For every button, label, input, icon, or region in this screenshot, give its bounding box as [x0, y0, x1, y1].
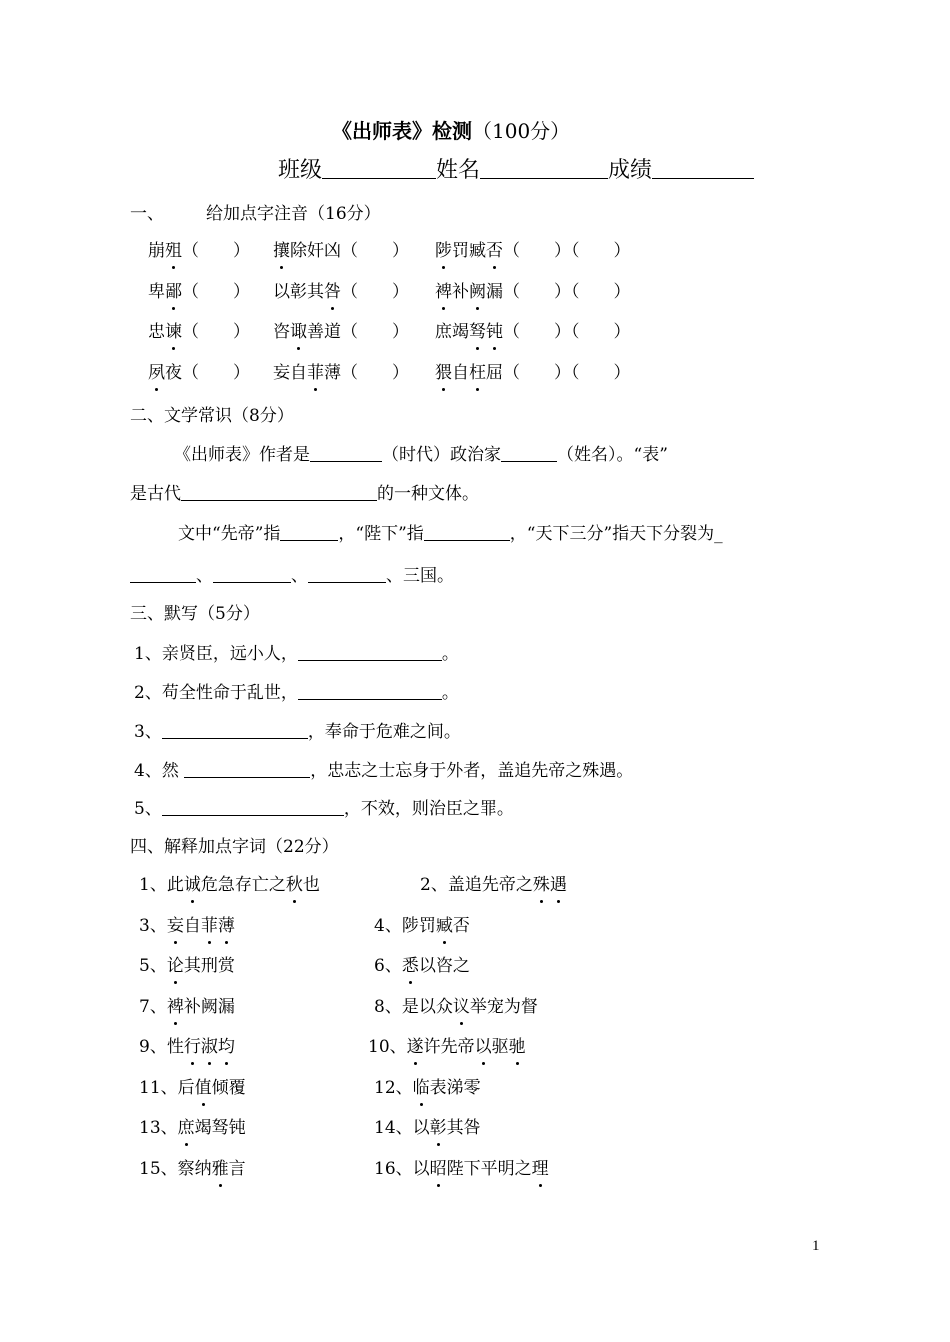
- pinyin-item: [273, 321, 409, 343]
- word-char: 驽: [211, 1118, 229, 1138]
- word-char: 彰: [290, 282, 307, 302]
- explain-item: [139, 874, 320, 896]
- word-char: 性: [166, 1037, 184, 1057]
- pinyin-item: [435, 240, 631, 262]
- emphasis-dot-char: 菲: [200, 916, 218, 936]
- state-blank-3[interactable]: [308, 564, 386, 583]
- lit-line-2-part-1: 是古代: [130, 484, 181, 504]
- pinyin-item: [435, 281, 631, 303]
- word-char: 帝: [457, 1037, 475, 1057]
- answer-parens[interactable]: （ ）: [341, 363, 409, 383]
- explain-word: [167, 916, 235, 936]
- word-char: 为: [503, 997, 521, 1017]
- explain-word: [402, 916, 470, 936]
- pinyin-word: [435, 241, 503, 261]
- pinyin-word: [435, 322, 503, 342]
- word-char: 竭: [194, 1118, 212, 1138]
- explain-item: [420, 874, 567, 896]
- bixia-blank[interactable]: [424, 522, 510, 541]
- emphasis-dot-char: 秋: [285, 875, 303, 895]
- emphasis-dot-char: 阙: [469, 282, 486, 302]
- emphasis-dot-char: 遂: [406, 1037, 424, 1057]
- answer-parens[interactable]: （ ）: [182, 241, 250, 261]
- score-label: 成绩: [608, 158, 653, 183]
- section-1-title: 给加点字注音（16分）: [206, 204, 381, 224]
- explain-item: [374, 1158, 549, 1180]
- page-title: [332, 120, 570, 142]
- dictation-4-prefix: 4、然: [134, 761, 185, 781]
- word-char: 许: [423, 1037, 441, 1057]
- word-char: 以: [273, 282, 290, 302]
- explain-item: [139, 955, 235, 977]
- dictation-item-3: [134, 720, 461, 743]
- word-char: 道: [324, 322, 341, 342]
- word-char: 亡: [251, 875, 269, 895]
- dictation-1-suffix: 。: [441, 644, 459, 664]
- section-3-heading: 三、默写（5分）: [130, 604, 260, 624]
- explain-word: [413, 1118, 481, 1138]
- emphasis-dot-char: 昭: [429, 1159, 447, 1179]
- emphasis-dot-char: 均: [217, 1037, 235, 1057]
- lit-line-1-part-3: （姓名）。“表”: [557, 445, 668, 465]
- name-blank[interactable]: [480, 160, 608, 179]
- item-number: 14、: [374, 1118, 413, 1138]
- dictation-5-suffix: ，不效，则治臣之罪。: [343, 799, 514, 819]
- word-char: 以: [412, 1159, 430, 1179]
- explain-word: [178, 1159, 246, 1179]
- word-char: 薄: [324, 363, 341, 383]
- word-char: 下: [463, 1159, 481, 1179]
- word-char: 后: [177, 1078, 195, 1098]
- word-char: 钝: [228, 1118, 246, 1138]
- explain-item: [374, 1117, 481, 1139]
- pinyin-item: [273, 281, 409, 303]
- state-blank-1[interactable]: [130, 564, 196, 583]
- emphasis-dot-char: 枉: [469, 363, 486, 383]
- word-char: 除: [290, 241, 307, 261]
- explain-word: [167, 1037, 235, 1057]
- emphasis-dot-char: 淑: [200, 1037, 218, 1057]
- emphasis-dot-char: 诹: [290, 322, 307, 342]
- lit-sep-2: 、: [291, 566, 308, 586]
- class-label: 班级: [278, 158, 323, 183]
- word-char: 咨: [435, 956, 453, 976]
- lit-line-3-part-2: ，“陛下”指: [338, 524, 424, 544]
- answer-parens[interactable]: （ ）: [182, 282, 250, 302]
- dictation-4-blank[interactable]: [184, 759, 310, 778]
- emphasis-dot-char: 妄: [166, 916, 184, 936]
- answer-parens[interactable]: （ ）（ ）: [503, 241, 631, 261]
- pinyin-item: [273, 240, 409, 262]
- word-char: 陟: [401, 916, 419, 936]
- explain-word: [167, 997, 235, 1017]
- word-char: 之: [268, 875, 286, 895]
- dictation-2-suffix: 。: [441, 683, 459, 703]
- emphasis-dot-char: 菲: [307, 363, 324, 383]
- dictation-3-suffix: ，奉命于危难之间。: [307, 722, 461, 742]
- lit-line-1-part-2: （时代）政治家: [382, 445, 501, 465]
- dictation-5-prefix: 5、: [134, 799, 162, 819]
- emphasis-dot-char: 论: [166, 956, 184, 976]
- word-char: 刑: [200, 956, 218, 976]
- item-number: 9、: [139, 1037, 167, 1057]
- class-blank[interactable]: [322, 160, 436, 179]
- emphasis-dot-char: 裨: [166, 997, 184, 1017]
- item-number: 1、: [139, 875, 167, 895]
- word-char: 妄: [273, 363, 290, 383]
- emphasis-dot-char: 雅: [211, 1159, 229, 1179]
- name-label: 姓名: [436, 158, 481, 183]
- word-char: 庶: [435, 322, 452, 342]
- item-number: 3、: [139, 916, 167, 936]
- emphasis-dot-char: 遇: [549, 875, 567, 895]
- emphasis-dot-char: 临: [412, 1078, 430, 1098]
- lit-end: 、三国。: [386, 566, 454, 586]
- dictation-2-prefix: 2、苟全性命于乱世，: [134, 683, 298, 703]
- word-char: 平: [480, 1159, 498, 1179]
- word-char: 存: [234, 875, 252, 895]
- word-char: 众: [435, 997, 453, 1017]
- dictation-3-prefix: 3、: [134, 722, 162, 742]
- dictation-1-prefix: 1、亲贤臣，远小人，: [134, 644, 298, 664]
- explain-item: [139, 1036, 235, 1058]
- word-char: 咨: [273, 322, 290, 342]
- emphasis-dot-char: 臧: [435, 916, 453, 936]
- word-char: 善: [307, 322, 324, 342]
- dictation-4-suffix: ，忠志之士忘身于外者，盖追先帝之殊遇。: [310, 761, 634, 781]
- word-char: 先: [481, 875, 499, 895]
- emphasis-dot-char: 理: [531, 1159, 549, 1179]
- dictation-3-blank[interactable]: [162, 720, 308, 739]
- emphasis-dot-char: 行: [183, 1037, 201, 1057]
- item-number: 2、: [420, 875, 448, 895]
- item-number: 10、: [368, 1037, 407, 1057]
- word-char: 卑: [148, 282, 165, 302]
- score-blank[interactable]: [652, 160, 754, 179]
- word-char: 自: [452, 363, 469, 383]
- title-text: 《出师表》检测: [332, 119, 472, 143]
- emphasis-dot-char: 庶: [177, 1118, 195, 1138]
- emphasis-dot-char: 殂: [165, 241, 182, 261]
- dictation-2-blank[interactable]: [298, 681, 442, 700]
- explain-item: [139, 1077, 246, 1099]
- word-char: 竭: [452, 322, 469, 342]
- item-number: 11、: [139, 1078, 178, 1098]
- word-char: 补: [183, 997, 201, 1017]
- explain-item: [374, 955, 470, 977]
- title-score: （100分）: [472, 119, 571, 143]
- word-char: 举: [469, 997, 487, 1017]
- word-char: 先: [440, 1037, 458, 1057]
- explain-item: [139, 996, 235, 1018]
- dictation-5-blank[interactable]: [162, 797, 344, 816]
- lit-line-2-part-2: 的一种文体。: [377, 484, 479, 504]
- item-number: 16、: [374, 1159, 413, 1179]
- answer-parens[interactable]: （ ）: [182, 322, 250, 342]
- lit-line-3: [178, 522, 723, 545]
- explain-item: [139, 1158, 246, 1180]
- word-char: 阙: [200, 997, 218, 1017]
- word-char: 其: [183, 956, 201, 976]
- explain-word: [178, 1078, 246, 1098]
- dictation-1-blank[interactable]: [298, 642, 442, 661]
- answer-parens[interactable]: （ ）: [341, 241, 409, 261]
- word-char: 危: [200, 875, 218, 895]
- pinyin-item: [148, 321, 250, 343]
- student-info-line: [278, 160, 754, 182]
- word-char: 倾: [211, 1078, 229, 1098]
- word-char: 覆: [228, 1078, 246, 1098]
- pinyin-word: [273, 282, 341, 302]
- answer-parens[interactable]: （ ）: [182, 363, 250, 383]
- dictation-item-5: [134, 797, 514, 820]
- emphasis-dot-char: 否: [486, 241, 503, 261]
- explain-word: [178, 1118, 246, 1138]
- explain-word: [402, 997, 538, 1017]
- item-number: 8、: [374, 997, 402, 1017]
- word-char: 忠: [148, 322, 165, 342]
- word-char: 赏: [217, 956, 235, 976]
- word-char: 否: [452, 916, 470, 936]
- word-char: 罚: [418, 916, 436, 936]
- word-char: 也: [302, 875, 320, 895]
- word-char: 零: [463, 1078, 481, 1098]
- word-char: 其: [446, 1118, 464, 1138]
- emphasis-dot-char: 谏: [165, 322, 182, 342]
- item-number: 13、: [139, 1118, 178, 1138]
- dictation-item-2: [134, 681, 459, 704]
- explain-word: [167, 956, 235, 976]
- emphasis-dot-char: 以: [474, 1037, 492, 1057]
- emphasis-dot-char: 攘: [273, 241, 290, 261]
- emphasis-dot-char: 薄: [217, 916, 235, 936]
- explain-item: [139, 915, 235, 937]
- word-char: 自: [290, 363, 307, 383]
- pinyin-item: [273, 362, 409, 384]
- explain-item: [374, 996, 538, 1018]
- word-char: 奸: [307, 241, 324, 261]
- pinyin-word: [148, 282, 182, 302]
- pinyin-word: [435, 363, 503, 383]
- word-char: 陛: [446, 1159, 464, 1179]
- lit-line-3-part-3: ，“天下三分”指天下分裂为_: [509, 524, 723, 544]
- word-char: 凶: [324, 241, 341, 261]
- item-number: 15、: [139, 1159, 178, 1179]
- lit-line-4: [130, 564, 454, 587]
- state-blank-2[interactable]: [213, 564, 291, 583]
- word-char: 其: [307, 282, 324, 302]
- item-number: 12、: [374, 1078, 413, 1098]
- answer-parens[interactable]: （ ）（ ）: [503, 282, 631, 302]
- word-char: 漏: [217, 997, 235, 1017]
- item-number: 6、: [374, 956, 402, 976]
- emphasis-dot-char: 裨: [435, 282, 452, 302]
- emphasis-dot-char: 殊: [532, 875, 550, 895]
- pinyin-word: [148, 241, 182, 261]
- pinyin-word: [273, 363, 341, 383]
- word-char: 以: [412, 1118, 430, 1138]
- explain-item: [139, 1117, 246, 1139]
- word-char: 涕: [446, 1078, 464, 1098]
- word-char: 追: [464, 875, 482, 895]
- emphasis-dot-char: 议: [452, 997, 470, 1017]
- word-char: 以: [418, 997, 436, 1017]
- explain-word: [402, 956, 470, 976]
- word-char: 宠: [486, 997, 504, 1017]
- emphasis-dot-char: 彰: [429, 1118, 447, 1138]
- pinyin-word: [273, 241, 341, 261]
- word-char: 察: [177, 1159, 195, 1179]
- pinyin-word: [273, 322, 341, 342]
- item-number: 7、: [139, 997, 167, 1017]
- word-char: 漏: [486, 282, 503, 302]
- word-char: 之: [514, 1159, 532, 1179]
- explain-word: [448, 875, 567, 895]
- word-char: 此: [166, 875, 184, 895]
- word-char: 夜: [165, 363, 182, 383]
- emphasis-dot-char: 悉: [401, 956, 419, 976]
- pinyin-item: [435, 362, 631, 384]
- word-char: 之: [452, 956, 470, 976]
- pinyin-word: [148, 363, 182, 383]
- emphasis-dot-char: 猥: [435, 363, 452, 383]
- lit-sep-1: 、: [196, 566, 213, 586]
- dictation-item-4: [134, 759, 633, 782]
- word-char: 屈: [486, 363, 503, 383]
- answer-parens[interactable]: （ ）（ ）: [503, 322, 631, 342]
- pinyin-word: [148, 322, 182, 342]
- dictation-item-1: [134, 642, 459, 665]
- word-char: 言: [228, 1159, 246, 1179]
- word-char: 督: [520, 997, 538, 1017]
- pinyin-item: [148, 240, 250, 262]
- word-char: 崩: [148, 241, 165, 261]
- author-blank[interactable]: [501, 443, 557, 462]
- lit-line-2: [130, 482, 479, 505]
- emphasis-dot-char: 陟: [435, 241, 452, 261]
- xiandi-blank[interactable]: [280, 522, 338, 541]
- section-1-number: 一、: [130, 204, 164, 224]
- page-number: 1: [812, 1238, 820, 1254]
- lit-line-1: [174, 443, 668, 466]
- explain-item: [374, 915, 470, 937]
- era-blank[interactable]: [310, 443, 382, 462]
- word-char: 咎: [463, 1118, 481, 1138]
- emphasis-dot-char: 诚: [183, 875, 201, 895]
- word-char: 明: [497, 1159, 515, 1179]
- word-char: 自: [183, 916, 201, 936]
- emphasis-dot-char: 夙: [148, 363, 165, 383]
- section-2-heading: 二、文学常识（8分）: [130, 406, 294, 426]
- answer-parens[interactable]: （ ）（ ）: [503, 363, 631, 383]
- item-number: 5、: [139, 956, 167, 976]
- explain-word: [167, 875, 320, 895]
- section-4-heading: 四、解释加点字词（22分）: [130, 837, 339, 857]
- word-char: 纳: [194, 1159, 212, 1179]
- word-char: 罚: [452, 241, 469, 261]
- pinyin-item: [148, 362, 250, 384]
- emphasis-dot-char: 钝: [486, 322, 503, 342]
- emphasis-dot-char: 值: [194, 1078, 212, 1098]
- word-char: 驱: [491, 1037, 509, 1057]
- explain-item: [374, 1077, 481, 1099]
- lit-line-1-part-1: 《出师表》作者是: [174, 445, 310, 465]
- emphasis-dot-char: 驽: [469, 322, 486, 342]
- emphasis-dot-char: 驰: [508, 1037, 526, 1057]
- word-char: 以: [418, 956, 436, 976]
- pinyin-item: [435, 321, 631, 343]
- word-char: 帝: [498, 875, 516, 895]
- genre-blank[interactable]: [181, 482, 377, 501]
- section-1-heading: [130, 203, 164, 225]
- word-char: 臧: [469, 241, 486, 261]
- answer-parens[interactable]: （ ）: [341, 282, 409, 302]
- pinyin-word: [435, 282, 503, 302]
- answer-parens[interactable]: （ ）: [341, 322, 409, 342]
- word-char: 盖: [447, 875, 465, 895]
- explain-word: [413, 1159, 549, 1179]
- pinyin-item: [148, 281, 250, 303]
- word-char: 急: [217, 875, 235, 895]
- emphasis-dot-char: 鄙: [165, 282, 182, 302]
- explain-word: [413, 1078, 481, 1098]
- item-number: 4、: [374, 916, 402, 936]
- word-char: 表: [429, 1078, 447, 1098]
- word-char: 是: [401, 997, 419, 1017]
- word-char: 补: [452, 282, 469, 302]
- emphasis-dot-char: 咎: [324, 282, 341, 302]
- explain-item: [368, 1036, 526, 1058]
- lit-line-3-part-1: 文中“先帝”指: [178, 524, 281, 544]
- word-char: 之: [515, 875, 533, 895]
- explain-word: [407, 1037, 526, 1057]
